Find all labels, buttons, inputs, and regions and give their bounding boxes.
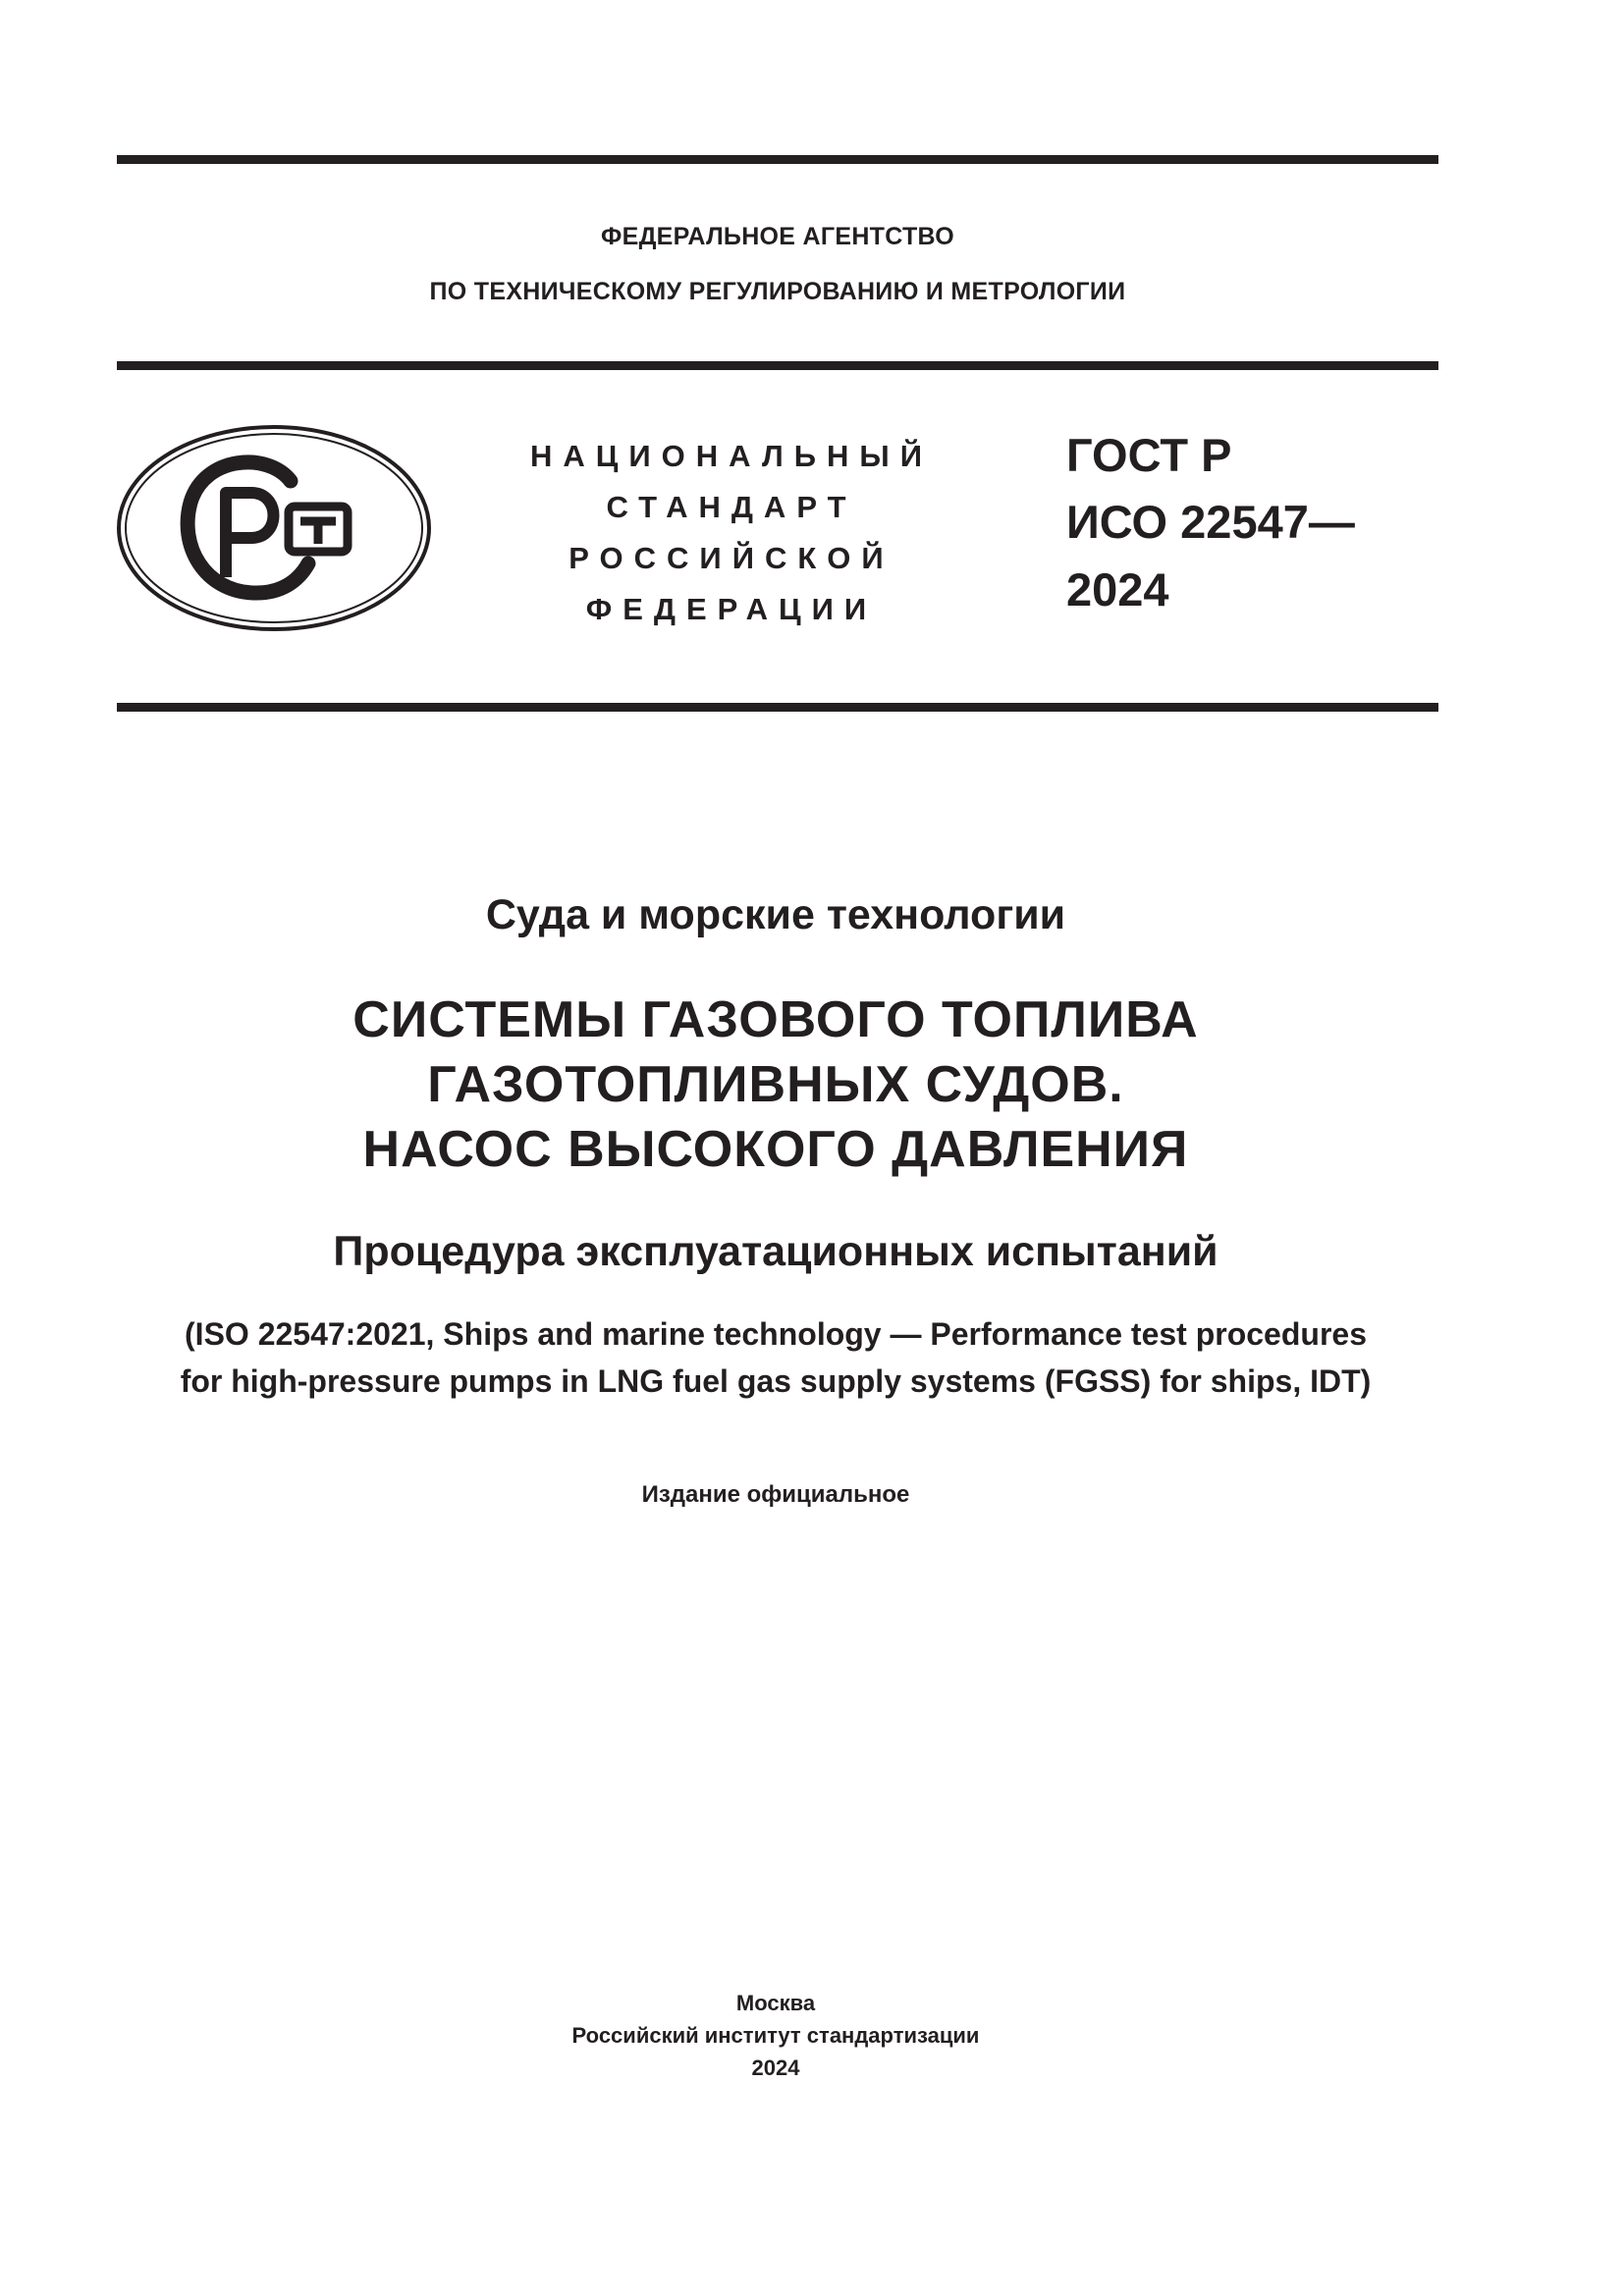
imprint-year: 2024	[751, 2056, 800, 2080]
imprint-publisher: Российский институт стандартизации	[571, 2023, 980, 2048]
edition-label: Издание официальное	[641, 1481, 910, 1508]
agency-name-line-1: ФЕДЕРАЛЬНОЕ АГЕНТСТВО	[600, 223, 955, 250]
document-subtitle: Процедура эксплуатационных испытаний	[333, 1228, 1218, 1275]
document-title-line-3: НАСОС ВЫСОКОГО ДАВЛЕНИЯ	[362, 1121, 1189, 1178]
document-title-line-1: СИСТЕМЫ ГАЗОВОГО ТОПЛИВА	[352, 991, 1199, 1048]
designation-line-2: ИСО 22547—	[1066, 496, 1355, 548]
iso-reference-line-1: (ISO 22547:2021, Ships and marine technology — Performance test procedures	[185, 1316, 1367, 1352]
document-subject: Суда и морские технологии	[485, 891, 1066, 938]
standard-type-line-2: СТАНДАРТ	[606, 490, 857, 524]
standard-type-line-4: ФЕДЕРАЦИИ	[585, 592, 878, 626]
standard-type-line-3: РОССИЙСКОЙ	[568, 541, 894, 575]
designation-line-1: ГОСТ Р	[1066, 429, 1232, 481]
iso-reference-line-2: for high-pressure pumps in LNG fuel gas supply systems (FGSS) for ships, IDT)	[180, 1363, 1372, 1399]
imprint-city: Москва	[735, 1991, 816, 2015]
standard-type-line-1: НАЦИОНАЛЬНЫЙ	[529, 439, 934, 473]
designation-line-3: 2024	[1066, 563, 1169, 615]
header-divider	[117, 361, 1438, 370]
document-title-line-2: ГАЗОТОПЛИВНЫХ СУДОВ.	[427, 1056, 1124, 1113]
masthead-bottom-divider	[117, 703, 1438, 712]
agency-name-line-2: ПО ТЕХНИЧЕСКОМУ РЕГУЛИРОВАНИЮ И МЕТРОЛОГИИ	[429, 278, 1126, 305]
top-divider	[117, 155, 1438, 164]
rst-conformity-mark-icon	[116, 424, 432, 632]
